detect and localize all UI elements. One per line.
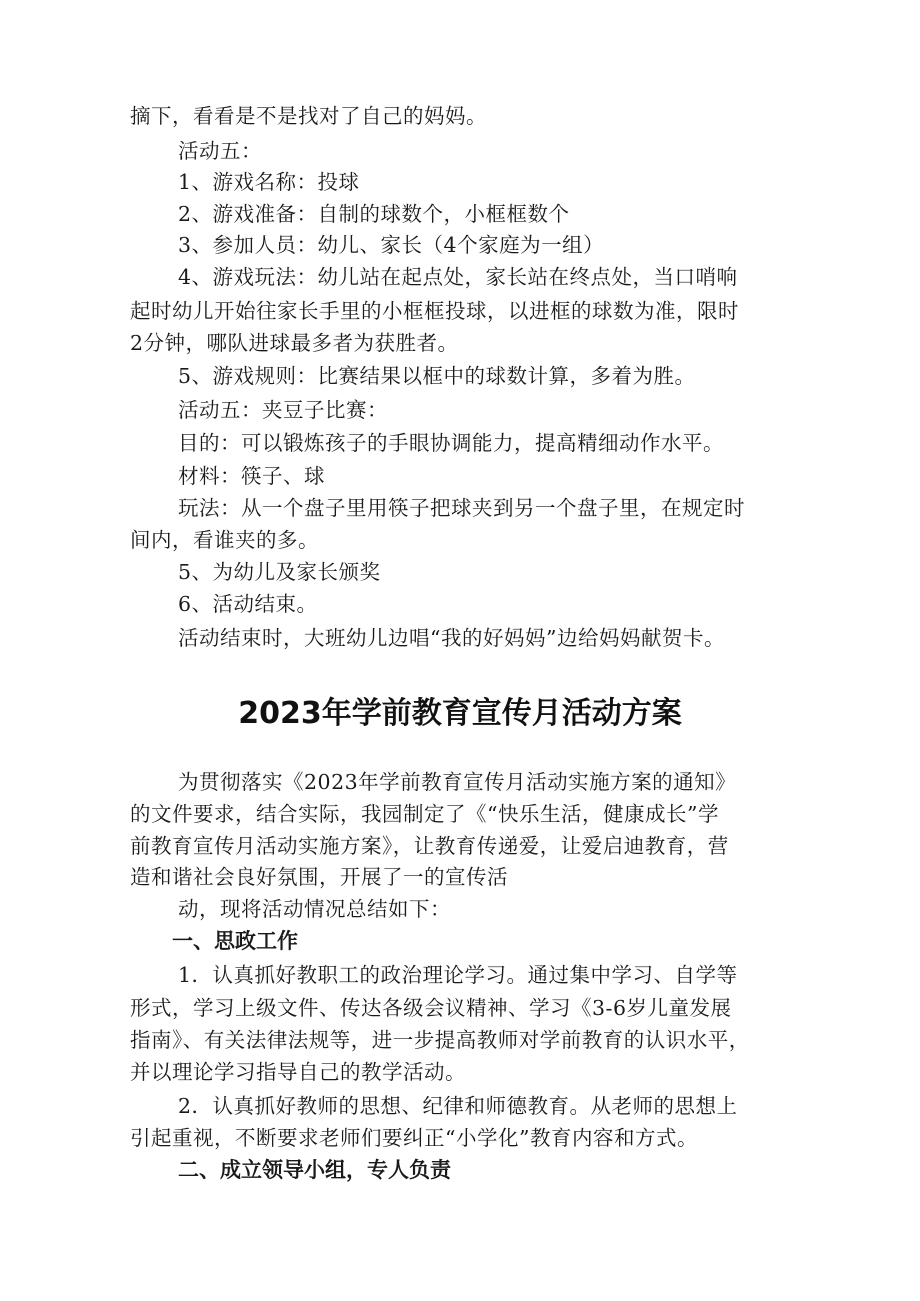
paragraph-line: 引起重视，不断要求老师们要纠正“小学化”教育内容和方式。 — [130, 1126, 698, 1150]
paragraph-line: 4、游戏玩法：幼儿站在起点处，家长站在终点处，当口哨响 — [178, 265, 738, 289]
paragraph-line: 并以理论学习指导自己的教学活动。 — [130, 1060, 466, 1084]
section-heading: 一、思政工作 — [172, 929, 298, 953]
paragraph-line: 6、活动结束。 — [178, 592, 318, 616]
paragraph-line: 为贯彻落实《2023年学前教育宣传月活动实施方案的通知》 — [178, 770, 737, 794]
paragraph-line: 材料：筷子、球 — [178, 464, 325, 488]
paragraph-line: 活动五： — [178, 139, 262, 163]
section-heading: 二、成立领导小组，专人负责 — [178, 1158, 451, 1182]
paragraph-line: 活动五：夹豆子比赛： — [178, 398, 388, 422]
paragraph-line: 起时幼儿开始往家长手里的小框框投球，以进框的球数为准，限时 — [130, 299, 739, 323]
paragraph-line: 1．认真抓好教职工的政治理论学习。通过集中学习、自学等 — [178, 963, 738, 987]
paragraph-line: 造和谐社会良好氛围，开展了一的宣传活 — [130, 865, 508, 889]
paragraph-line: 5、为幼儿及家长颁奖 — [178, 560, 381, 584]
paragraph-line: 2、游戏准备：自制的球数个，小框框数个 — [178, 202, 570, 226]
paragraph-line: 摘下，看看是不是找对了自己的妈妈。 — [130, 104, 487, 128]
document-title: 2023年学前教育宣传月活动方案 — [238, 696, 682, 731]
paragraph-line: 活动结束时，大班幼儿边唱“我的好妈妈”边给妈妈献贺卡。 — [178, 626, 725, 650]
paragraph-line: 2分钟，哪队进球最多者为获胜者。 — [130, 331, 459, 355]
paragraph-line: 的文件要求，结合实际，我园制定了《“快乐生活，健康成长”学 — [130, 802, 719, 826]
paragraph-line: 玩法：从一个盘子里用筷子把球夹到另一个盘子里，在规定时 — [178, 496, 745, 520]
paragraph-line: 5、游戏规则：比赛结果以框中的球数计算，多着为胜。 — [178, 364, 696, 388]
paragraph-line: 前教育宣传月活动实施方案》，让教育传递爱，让爱启迪教育，营 — [130, 834, 729, 858]
paragraph-line: 目的：可以锻炼孩子的手眼协调能力，提高精细动作水平。 — [178, 431, 724, 455]
paragraph-line: 2．认真抓好教师的思想、纪律和师德教育。从老师的思想上 — [178, 1094, 738, 1118]
paragraph-line: 间内，看谁夹的多。 — [130, 528, 319, 552]
paragraph-line: 指南》、有关法律法规等，进一步提高教师对学前教育的认识水平， — [130, 1028, 750, 1052]
paragraph-line: 形式，学习上级文件、传达各级会议精神、学习《3-6岁儿童发展 — [130, 996, 732, 1020]
paragraph-line: 3、参加人员：幼儿、家长（4个家庭为一组） — [178, 233, 605, 257]
paragraph-line: 1、游戏名称：投球 — [178, 170, 360, 194]
paragraph-line: 动，现将活动情况总结如下： — [178, 897, 451, 921]
